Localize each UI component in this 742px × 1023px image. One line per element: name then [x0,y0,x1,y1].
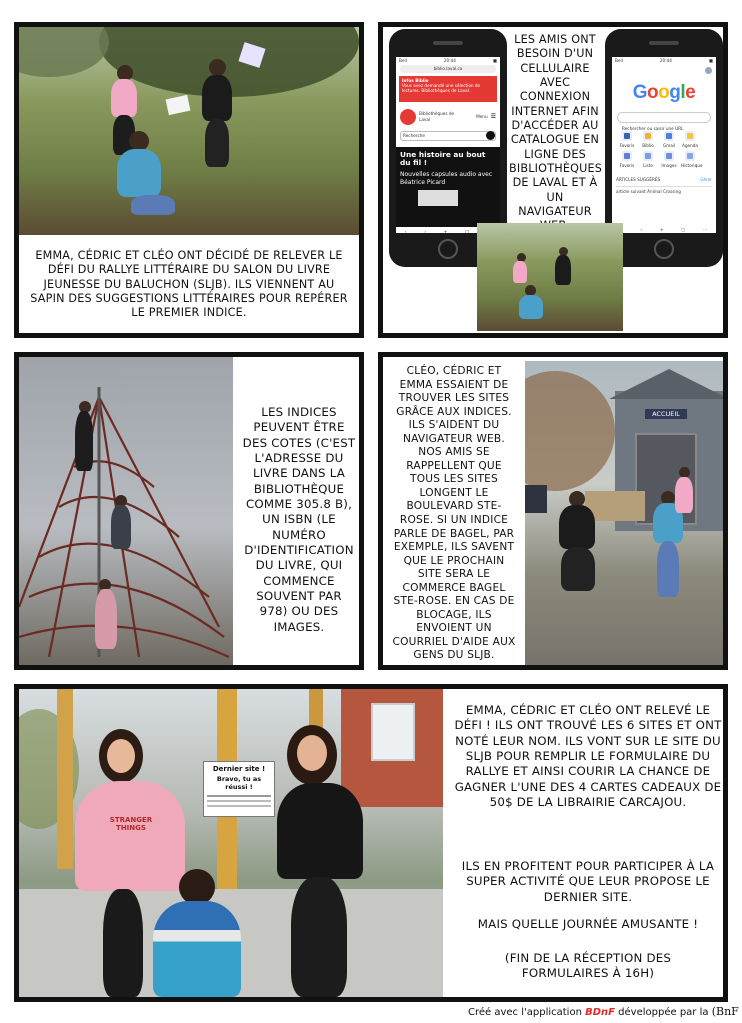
plus-icon[interactable]: + [443,228,448,233]
shortcut-tile[interactable] [622,131,632,141]
child-striped-jacket [153,901,241,997]
panel-1 [14,22,364,338]
child-black [202,75,232,121]
panel-5-caption-4: (FIN DE LA RÉCEPTION DES FORMULAIRES À 16H) [504,951,672,981]
phone-left-screen: Bell 20:44 ■ biblio.laval.ca Infos Biblio Vous avez demandé une sélection de lectures. Bibliothèques de Laval. Bibliothèques de Laval Menu ☰ Recherche Une histoire au bout du fil ! Nouvelles capsules audio avec Béatrice Picard ‹ › + ▢ [396,57,500,233]
search-icon[interactable] [486,131,495,140]
google-logo: Google [632,82,696,104]
panel-4 [378,352,728,670]
panel-3-caption: LES INDICES PEUVENT ÊTRE DES COTES (C'EST L'ADRESSE DU LIVRE DANS LA BIBLIOTHÈQUE COMME 305.8 B), UN ISBN (LE NUMÉRO D'IDENTIFICATION DU LIVRE, QUI COMMENCE SOUVENT PAR 978) OU DES IMAGES. [242,405,356,634]
shortcut-tile[interactable] [685,131,695,141]
child-pink [111,79,137,117]
child-pink [675,477,693,513]
biblio-logo-icon [400,109,416,125]
info-banner: Infos Biblio Vous avez demandé une sélection de lectures. Bibliothèques de Laval. [399,76,497,102]
google-search-input[interactable]: Rechercher ou saisir une URL [617,112,711,123]
audio-promo: Une histoire au bout du fil ! Nouvelles capsules audio avec Béatrice Picard [396,147,500,227]
accueil-sign: ACCUEIL [645,409,687,419]
portrait-thumb [418,190,458,206]
shortcut-tile[interactable] [643,151,653,161]
menu-button[interactable]: Menu [476,113,488,119]
girl-black-sweater [277,783,363,879]
plus-icon[interactable]: + [659,226,664,232]
tabs-icon[interactable]: ▢ [465,228,470,233]
biblio-search[interactable]: Recherche [400,131,496,141]
child-sitting [117,149,161,197]
back-icon[interactable]: ‹ [404,228,407,233]
article-item[interactable]: article suivant Animal Crossing [616,186,712,194]
shed-roof [609,369,723,399]
panel-2-caption: LES AMIS ONT BESOIN D'UN CELLULAIRE AVEC CONNEXION INTERNET AFIN D'ACCÉDER AU CATALOGUE EN LIGNE DES BIBLIOTHÈQUES DE LAVAL ET À UN NAVIGATEUR [509,33,603,218]
panel-1-photo [19,27,359,235]
more-icon[interactable]: ⋯ [702,226,708,232]
school-window [371,703,415,761]
shortcut-grid: Favoris Biblio Gmail Agenda Favoris Liste Images Historique [612,131,716,171]
shortcut-tile[interactable] [664,131,674,141]
hamburger-icon[interactable]: ☰ [490,113,496,120]
girl-pink-sweater [75,781,185,891]
shortcut-tile[interactable] [664,151,674,161]
phone-right-screen: Bell 20:44 ■ Google Rechercher ou saisir une URL Favoris Biblio Gmail Agenda Favoris Liste Images Historique ARTICLES SUGGÉRÉS Gérer article suivant Animal Crossing › + ▢ ⋯ [612,57,716,233]
bnf-logo[interactable]: (BnF [711,1005,739,1018]
bdnf-logo[interactable]: BDnF [585,1007,615,1018]
wooden-post [57,689,73,869]
shortcut-tile[interactable] [685,151,695,161]
panel-5-caption-3: MAIS QUELLE JOURNÉE AMUSANTE ! [477,917,699,931]
panel-4-photo [525,361,723,665]
home-button[interactable] [438,239,458,259]
panel-5-caption-1: EMMA, CÉDRIC ET CLÉO ONT RELEVÉ LE DÉFI ! ILS ONT TROUVÉ LES 6 SITES ET ONT NOTÉ LEUR NOM. ILS VONT SUR LE SITE DU SLJB POUR REMPLIR LE FORMULAIRE DU RALLYE ET AINSI COURIR LA CHANCE DE GAGNER L'UNE DES 4 CARTES CADEAUX DE 50$ DE LA LIBRAIRIE CARCAJOU. [454,703,722,809]
child-climbing [75,411,93,471]
manage-link[interactable]: Gérer [700,177,712,183]
child-climbing [111,505,131,549]
panel-2-photo [477,223,623,331]
footer-credit: Créé avec l'application BDnF développée par la (BnF [468,1005,739,1018]
home-button[interactable] [654,239,674,259]
panel-5 [14,684,728,1002]
child-climbing [95,589,117,649]
url-bar[interactable]: biblio.laval.ca [400,65,496,72]
paper-sheet [166,95,191,115]
forward-icon[interactable]: › [640,226,643,232]
panel-3 [14,352,364,670]
shirt-print: STRANGER THINGS [109,816,153,832]
panel-3-photo [19,357,233,665]
panel-5-caption-2: ILS EN PROFITENT POUR PARTICIPER À LA SUPER ACTIVITÉ QUE LEUR PROPOSE LE DERNIER SITE. [461,859,715,904]
panel-1-caption: EMMA, CÉDRIC ET CLÉO ONT DÉCIDÉ DE RELEVER LE DÉFI DU RALLYE LITTÉRAIRE DU SALON DU LIVRE JEUNESSE DU BALUCHON (SLJB). ILS VIENNENT AU SAPIN DES SUGGESTIONS LITTÉRAIRES POUR REPÉRER LE PREMIER INDICE. [30,249,348,320]
shortcut-tile[interactable] [643,131,653,141]
shortcut-tile[interactable] [622,151,632,161]
forward-icon[interactable]: › [424,228,427,233]
tree [19,27,109,77]
panel-4-caption: CLÉO, CÉDRIC ET EMMA ESSAIENT DE TROUVER LES SITES GRÂCE AUX INDICES. ILS S'AIDENT DU NAVIGATEUR WEB. NOS AMIS SE RAPPELLENT QUE TOUS LES SITES LONGENT LE BOULEVARD STE-ROSE. SI UN INDICE PARLE DE BAGEL, PAR EXEMPLE, ILS SAVENT QUE LE PROCHAIN SITE SERA LE COMMERCE BAGEL STE-ROSE. EN CAS DE BLOCAGE, ILS ENVOIENT UN COURRIEL D'AIDE AUX GENS DU SLJB. [392,365,516,662]
last-site-sign: Dernier site ! Bravo, tu as réussi ! [203,761,275,817]
trash-bin [525,485,547,513]
account-icon[interactable] [705,67,712,74]
tabs-icon[interactable]: ▢ [681,226,686,232]
panel-5-photo [19,689,443,997]
panel-2 [378,22,728,338]
child-black [559,505,595,549]
